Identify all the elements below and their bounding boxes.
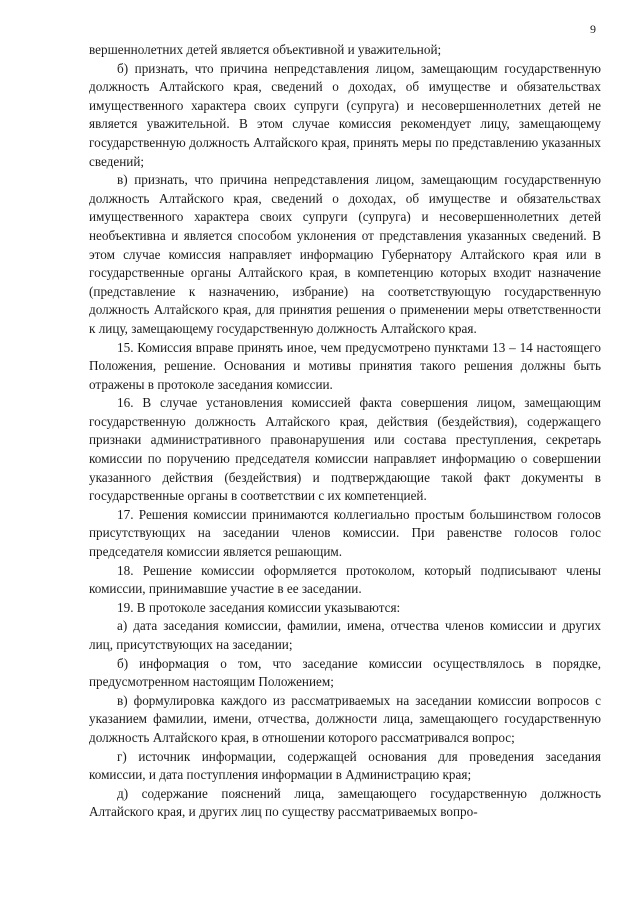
paragraph-19d: г) источник информации, содержащей основания для проведения заседания комиссии, и дата поступления информации в Администрацию края; [89,748,601,783]
paragraph-19b: б) информация о том, что заседание комиссии осуществлялось в порядке, предусмотренном настоящим Положением; [89,655,601,690]
paragraph-13b: б) признать, что причина непредставления лицом, замещающим государственную должность Алтайского края, сведений о доходах, об имуществе и обязательствах имущественного характера своих супруги (супруга) и несовершеннолетних детей не является уважительной. В этом случае комиссия рекомендует лицу, замещающему государственную должность Алтайского края, принять меры по представлению указанных сведений; [89,60,601,169]
paragraph-19c: в) формулировка каждого из рассматриваемых на заседании комиссии вопросов с указанием фамилии, имени, отчества, должности лица, замещающего государственную должность Алтайского края, в отношении которого рассматривался вопрос; [89,692,601,745]
page-number: 9 [590,22,596,36]
paragraph-19a: а) дата заседания комиссии, фамилии, имена, отчества членов комиссии и других лиц, присутствующих на заседании; [89,618,601,652]
paragraph-19: 19. В протоколе заседания комиссии указываются: [117,599,401,615]
paragraph-17: 17. Решения комиссии принимаются коллегиально простым большинством голосов присутствующих на заседании членов комиссии. При равенстве голосов голос председателя комиссии является решающим. [89,506,601,560]
document-body [89,41,601,822]
paragraph-13c: в) признать, что причина непредставления лицом, замещающим государственную должность Алтайского края, сведений о доходах, об имуществе и обязательствах имущественного характера своих супруги (супруга) и несовершеннолетних детей необъективна и является способом уклонения от представления указанных сведений. В этом случае комиссия направляет информацию Губернатору Алтайского края или в государственные органы Алтайского края, в компетенцию которых входит назначение (представление к назначению, избрание) на соответствующую государственную должность Алтайского края, для принятия решения о применении меры ответственности к лицу, замещающему государственную должность Алтайского края. [89,172,601,336]
paragraph-13a-end: вершеннолетних детей является объективной и уважительной; [89,42,442,57]
paragraph-19e: д) содержание пояснений лица, замещающего государственную должность Алтайского края, и других лиц по существу рассматриваемых вопро- [89,785,601,820]
paragraph-18: 18. Решение комиссии оформляется протоколом, который подписывают члены комиссии, принимавшие участие в ее заседании. [89,562,601,597]
paragraph-15: 15. Комиссия вправе принять иное, чем предусмотрено пунктами 13 – 14 настоящего Положения, решение. Основания и мотивы принятия такого решения должны быть отражены в протоколе заседания комиссии. [89,339,601,392]
paragraph-16: 16. В случае установления комиссией факта совершения лицом, замещающим государственную должность Алтайского края, действия (бездействия), содержащего признаки административного правонарушения или состава преступления, секретарь комиссии по поручению председателя комиссии направляет информацию о совершении указанного действия (бездействия) и подтверждающие такой факт документы в государственные органы в соответствии с их компетенцией. [89,395,601,504]
